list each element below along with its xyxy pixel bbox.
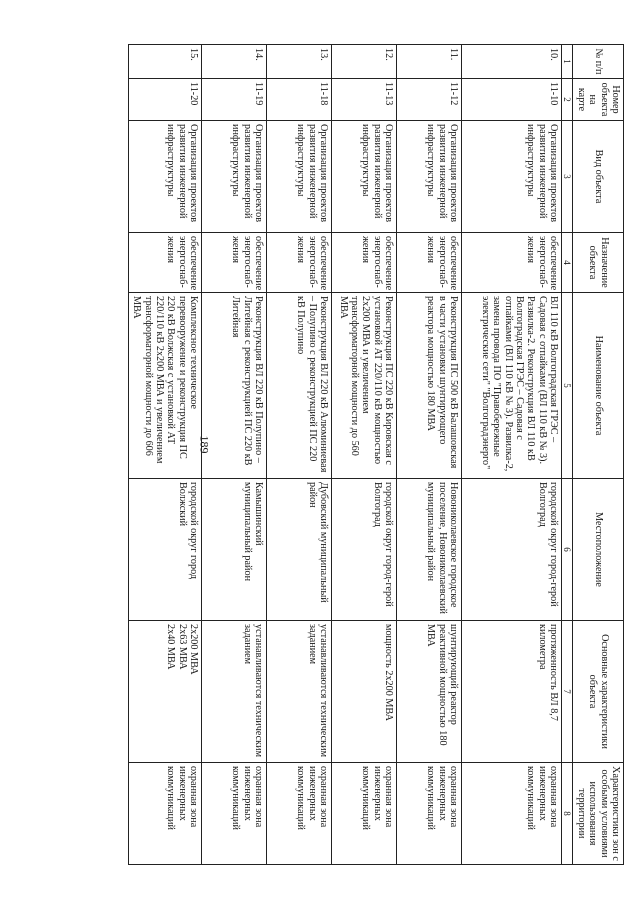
object-kind: Организация проектов развития инженерной инфраструктуры <box>267 121 332 233</box>
table-row <box>267 45 332 865</box>
zone-characteristics: охранная зона инженерных коммуникаций <box>397 763 462 865</box>
object-location: Дубовский муниципальный район <box>267 479 332 621</box>
object-purpose: обеспечение энергоснаб-жения <box>202 233 267 293</box>
object-location: городской округ город Волжский <box>128 479 202 621</box>
map-number: 11-20 <box>128 79 202 121</box>
object-kind: Организация проектов развития инженерной инфраструктуры <box>462 121 562 233</box>
map-number: 11-10 <box>462 79 562 121</box>
column-number: 6 <box>562 479 573 621</box>
header-cell: № п/п <box>573 45 624 79</box>
object-location: городской округ город-герой Волгоград <box>332 479 397 621</box>
object-characteristics: устанавливаются техническим заданием <box>267 621 332 763</box>
object-name: ВЛ 110 кВ Волгоградская ГРЭС – Садовая с отпайками (ВЛ 110 кВ № 3). Развилка-2. Реконструкция ВЛ 110 кВ Волгоградская ГРЭС – Садовая с отпайками (ВЛ 110 кВ № 3). Развилка-2, замена провода ПО "Правобережные электрические сети" "Волгоградэнерго" <box>462 293 562 479</box>
column-number-row <box>562 45 573 865</box>
object-location: Новониколаевское городское поселение, Новониколаевский муниципальный район <box>397 479 462 621</box>
object-purpose: обеспечение энергоснаб-жения <box>462 233 562 293</box>
table-row <box>462 45 562 865</box>
row-number: 12. <box>332 45 397 79</box>
column-number: 3 <box>562 121 573 233</box>
header-cell: Основные характеристики объекта <box>573 621 624 763</box>
map-number: 11-13 <box>332 79 397 121</box>
map-number: 11-19 <box>202 79 267 121</box>
table-row <box>128 45 202 865</box>
object-location: Камышинский муниципальный район <box>202 479 267 621</box>
header-cell: Вид объекта <box>573 121 624 233</box>
column-number: 2 <box>562 79 573 121</box>
object-location: городской округ город-герой Волгоград <box>462 479 562 621</box>
object-registry-table <box>128 44 624 865</box>
object-name: Реконструкция ПС 500 кВ Балашовская в части установки шунтирующего реактора мощностью 180 МВА <box>397 293 462 479</box>
row-number: 10. <box>462 45 562 79</box>
header-cell: Назначение объекта <box>573 233 624 293</box>
table-row <box>397 45 462 865</box>
object-purpose: обеспечение энергоснаб-жения <box>332 233 397 293</box>
header-cell: Номер объекта на карте <box>573 79 624 121</box>
object-characteristics: мощность 2х200 МВА <box>332 621 397 763</box>
row-number: 11. <box>397 45 462 79</box>
object-characteristics: шунтирующий реактор реактивной мощностью 180 МВА <box>397 621 462 763</box>
page-number: 189 <box>197 435 212 454</box>
object-name: Реконструкция ПС 220 кВ Кировская с установкой АТ 220/110 кВ мощностью 2х200 МВА и увеличением трансформаторной мощности до 560 МВА <box>332 293 397 479</box>
object-kind: Организация проектов развития инженерной инфраструктуры <box>332 121 397 233</box>
column-number: 4 <box>562 233 573 293</box>
object-characteristics: устанавливаются техническим заданием <box>202 621 267 763</box>
table-row <box>332 45 397 865</box>
object-kind: Организация проектов развития инженерной инфраструктуры <box>202 121 267 233</box>
row-number: 14. <box>202 45 267 79</box>
map-number: 11-18 <box>267 79 332 121</box>
row-number: 13. <box>267 45 332 79</box>
object-name: Реконструкция ВЛ 220 кВ Алюминиевая – Полупино с реконструкцией ПС 220 кВ Полупино <box>267 293 332 479</box>
header-cell: Характеристики зон с особыми условиями использования территории <box>573 763 624 865</box>
object-characteristics: протяженность ВЛ 8,7 километра <box>462 621 562 763</box>
zone-characteristics: охранная зона инженерных коммуникаций <box>267 763 332 865</box>
map-number: 11-12 <box>397 79 462 121</box>
header-cell: Местоположение <box>573 479 624 621</box>
column-number: 1 <box>562 45 573 79</box>
object-kind: Организация проектов развития инженерной инфраструктуры <box>397 121 462 233</box>
column-number: 5 <box>562 293 573 479</box>
zone-characteristics: охранная зона инженерных коммуникаций <box>462 763 562 865</box>
zone-characteristics: охранная зона инженерных коммуникаций <box>128 763 202 865</box>
zone-characteristics: охранная зона инженерных коммуникаций <box>332 763 397 865</box>
object-name: Комплексное техническое перевооружение и реконструкция ПС 220 кВ Волжская с установкой АТ 220/110 кВ 2х200 МВА и увеличением трансформаторной мощности до 606 МВА <box>128 293 202 479</box>
header-cell: Наименование объекта <box>573 293 624 479</box>
object-purpose: обеспечение энергоснаб-жения <box>397 233 462 293</box>
table-row <box>202 45 267 865</box>
header-row <box>573 45 624 865</box>
zone-characteristics: охранная зона инженерных коммуникаций <box>202 763 267 865</box>
object-purpose: обеспечение энергоснаб-жения <box>128 233 202 293</box>
rotated-table-wrapper <box>124 44 624 864</box>
object-characteristics: 2х200 МВА 2х63 МВА 2х40 МВА <box>128 621 202 763</box>
column-number: 7 <box>562 621 573 763</box>
object-name: Реконструкция ВЛ 220 кВ Полупино – Литейная с реконструкцией ПС 220 кВ Литейная <box>202 293 267 479</box>
object-purpose: обеспечение энергоснаб-жения <box>267 233 332 293</box>
object-kind: Организация проектов развития инженерной инфраструктуры <box>128 121 202 233</box>
row-number: 15. <box>128 45 202 79</box>
column-number: 8 <box>562 763 573 865</box>
